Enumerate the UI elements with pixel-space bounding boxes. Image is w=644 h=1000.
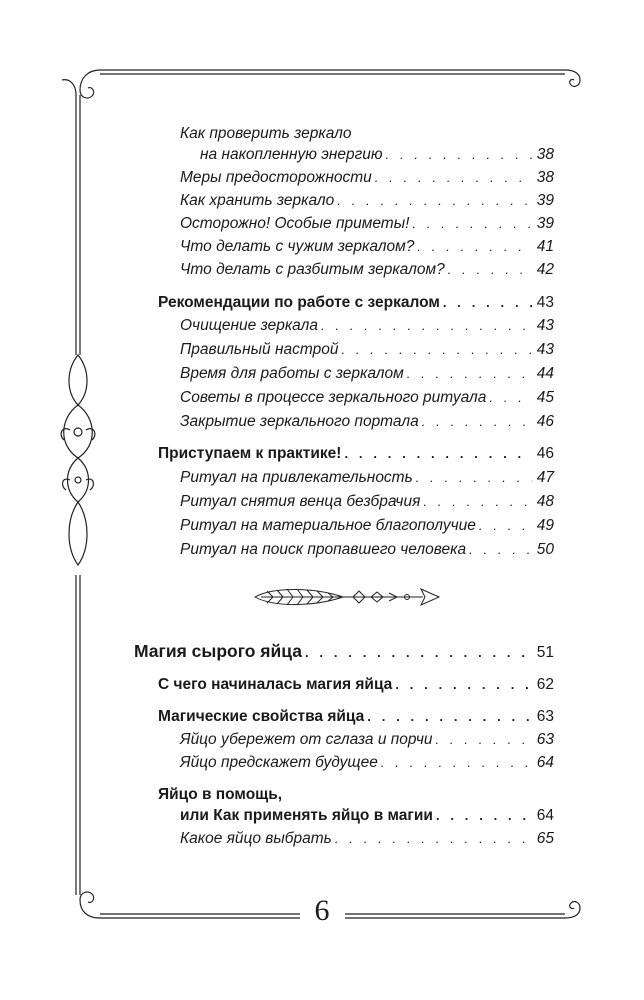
- toc-page-number: 42: [536, 261, 554, 278]
- toc-entry-title: Яйцо убережет от сглаза и порчи: [180, 731, 433, 748]
- leader-dots: [435, 730, 532, 750]
- leader-dots: [321, 316, 532, 336]
- toc-entry-title: Меры предосторожности: [180, 169, 372, 186]
- toc-entry-title: Правильный настрой: [180, 341, 339, 358]
- leader-dots: [416, 468, 532, 488]
- toc-page-number: 64: [536, 807, 554, 824]
- leader-dots: [417, 237, 532, 257]
- toc-entry-title: Закрытие зеркального портала: [180, 413, 419, 430]
- leader-dots: [305, 643, 532, 663]
- leader-dots: [436, 806, 532, 826]
- toc-page-number: 41: [536, 238, 554, 255]
- toc-entry[interactable]: [180, 364, 554, 384]
- toc-page-number: 38: [536, 169, 554, 186]
- toc-entry-title: Ритуал на привлекательность: [180, 469, 413, 486]
- toc-page-number: 48: [536, 493, 554, 510]
- toc-page-number: 50: [536, 541, 554, 558]
- leader-dots: [381, 753, 532, 773]
- toc-page-number: 62: [536, 676, 554, 693]
- leader-dots: [469, 540, 532, 560]
- toc-entry-title: Советы в процессе зеркального ритуала: [180, 389, 487, 406]
- toc-entry-title-line1: Как проверить зеркало: [180, 125, 352, 142]
- toc-entry[interactable]: [200, 145, 554, 165]
- leader-dots: [386, 145, 532, 165]
- toc-section-title: Рекомендации по работе с зеркалом: [158, 294, 440, 311]
- toc-entry[interactable]: [180, 412, 554, 432]
- leader-dots: [395, 675, 532, 695]
- leader-dots: [407, 364, 532, 384]
- toc-page-number: 46: [536, 413, 554, 430]
- leader-dots: [479, 516, 532, 536]
- toc-page-number: 44: [536, 365, 554, 382]
- toc-section-title: или Как применять яйцо в магии: [180, 807, 433, 824]
- leader-dots: [489, 388, 532, 408]
- toc-page-number: 43: [536, 341, 554, 358]
- toc-entry[interactable]: [180, 260, 554, 280]
- leader-dots: [367, 707, 532, 727]
- toc-entry-title: Какое яйцо выбрать: [180, 830, 332, 847]
- leader-dots: [448, 260, 532, 280]
- toc-entry[interactable]: [180, 214, 554, 234]
- toc-page-number: 65: [536, 830, 554, 847]
- leader-dots: [422, 412, 532, 432]
- toc-entry[interactable]: [180, 316, 554, 336]
- leader-dots: [341, 340, 532, 360]
- toc-entry-title: Что делать с чужим зеркалом?: [180, 238, 415, 255]
- toc-entry-title: Очищение зеркала: [180, 317, 318, 334]
- toc-entry-title: Как хранить зеркало: [180, 192, 335, 209]
- toc-page-number: 46: [536, 445, 554, 462]
- toc-entry-title: Что делать с разбитым зеркалом?: [180, 261, 445, 278]
- toc-entry-title: Ритуал на материальное благополучие: [180, 517, 476, 534]
- toc-chapter[interactable]: [134, 641, 554, 663]
- toc-entry[interactable]: [180, 730, 554, 750]
- toc-entry-title: Осторожно! Особые приметы!: [180, 215, 410, 232]
- toc-page-number: 64: [536, 754, 554, 771]
- toc-entry-title: Яйцо предскажет будущее: [180, 754, 378, 771]
- toc-page-number: 39: [536, 215, 554, 232]
- toc-entry[interactable]: [180, 340, 554, 360]
- toc-entry-title: Ритуал снятия венца безбрачия: [180, 493, 421, 510]
- toc-page-number: 43: [536, 317, 554, 334]
- leader-dots: [423, 492, 532, 512]
- leader-dots: [335, 829, 532, 849]
- toc-entry[interactable]: [180, 829, 554, 849]
- toc-entry[interactable]: [180, 468, 554, 488]
- toc-page-number: 51: [536, 644, 554, 661]
- leader-dots: [337, 191, 532, 211]
- leader-dots: [443, 293, 532, 313]
- toc-entry[interactable]: [180, 516, 554, 536]
- toc-page-number: 38: [536, 146, 554, 163]
- leader-dots: [412, 214, 532, 234]
- toc-entry[interactable]: [180, 388, 554, 408]
- toc-chapter-title: Магия сырого яйца: [134, 641, 302, 661]
- toc-entry[interactable]: [180, 168, 554, 188]
- toc-section-title: Магические свойства яйца: [158, 708, 365, 725]
- toc-page-number: 45: [536, 389, 554, 406]
- toc-entry[interactable]: [180, 753, 554, 773]
- toc-entry-title: Время для работы с зеркалом: [180, 365, 404, 382]
- toc-entry[interactable]: [180, 492, 554, 512]
- toc-page-number: 39: [536, 192, 554, 209]
- toc-entry-title: Ритуал на поиск пропавшего человека: [180, 541, 467, 558]
- toc-page-number: 49: [536, 517, 554, 534]
- toc-section[interactable]: [158, 707, 554, 727]
- toc-entry-title: на накопленную энергию: [200, 146, 383, 163]
- toc-section-title: Приступаем к практике!: [158, 445, 342, 462]
- toc-page-number: 43: [536, 294, 554, 311]
- toc-section[interactable]: [158, 293, 554, 313]
- toc-page-number: 63: [536, 731, 554, 748]
- toc-page-number: 47: [536, 469, 554, 486]
- toc-section[interactable]: [158, 675, 554, 695]
- leader-dots: [344, 444, 532, 464]
- toc-entry[interactable]: [180, 540, 554, 560]
- leader-dots: [375, 168, 532, 188]
- toc-section-title-line1: Яйцо в помощь,: [158, 786, 283, 803]
- toc-page-number: 63: [536, 708, 554, 725]
- toc-section-title: С чего начиналась магия яйца: [158, 676, 393, 693]
- toc-entry[interactable]: [180, 237, 554, 257]
- toc-entry[interactable]: [180, 191, 554, 211]
- toc-section[interactable]: [180, 806, 554, 826]
- page-number: 6: [305, 896, 340, 926]
- toc-section[interactable]: [158, 444, 554, 464]
